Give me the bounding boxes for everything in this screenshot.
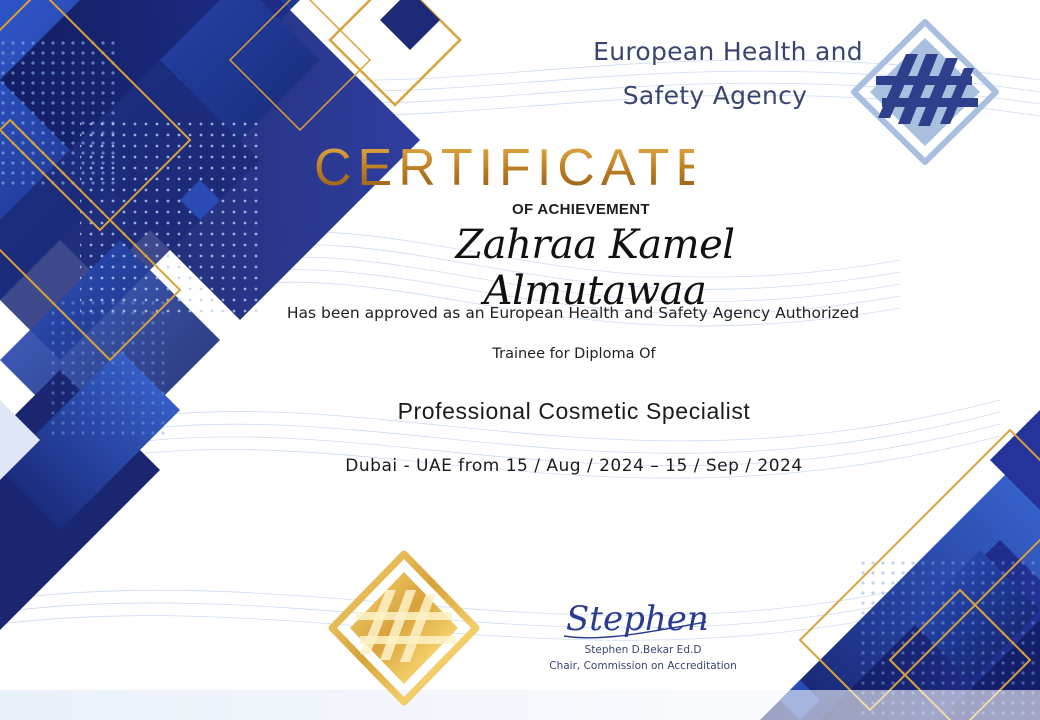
diploma-title: Professional Cosmetic Specialist: [397, 398, 751, 424]
agency-name-line1: European Health and: [593, 37, 863, 66]
recipient-name: Zahraa Kamel Almutawaa: [455, 222, 735, 314]
handwritten-signature: [560, 592, 710, 644]
agency-name: [560, 30, 890, 118]
gold-seal-icon: [328, 550, 480, 706]
location-and-dates: Dubai - UAE from 15 / Aug / 2024 – 15 / Sep / 2024: [345, 456, 803, 476]
approval-statement-line2: Trainee for Diploma Of: [492, 346, 656, 362]
signer-role: Chair, Commission on Accreditation: [549, 660, 737, 672]
signer-name: Stephen D.Bekar Ed.D: [584, 644, 702, 656]
approval-statement-line1: Has been approved as an European Health and Safety Agency Authorized: [286, 304, 860, 322]
signature-script: Stephen: [566, 599, 709, 639]
certificate-title: CERTIFICATE: [314, 139, 717, 197]
agency-name-line2: Safety Agency: [622, 81, 808, 110]
certificate-subtitle: OF ACHIEVEMENT: [512, 201, 650, 218]
signer-block: [520, 642, 766, 674]
